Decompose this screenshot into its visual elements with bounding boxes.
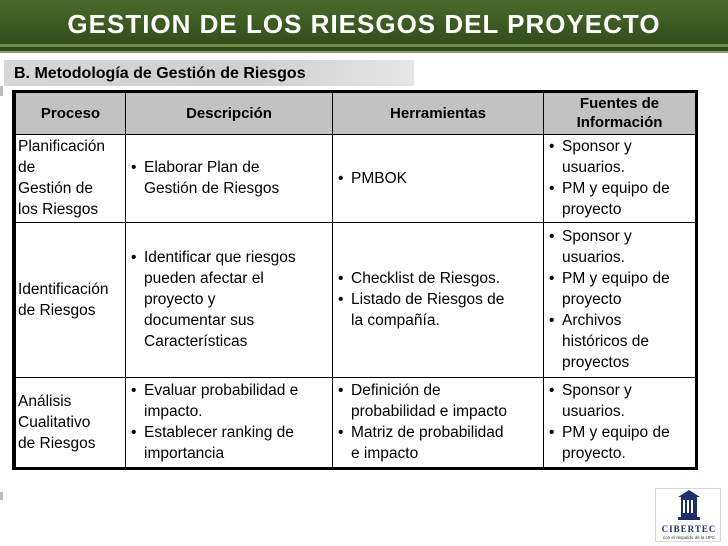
bullet-line: Definición de bbox=[351, 382, 441, 399]
bullet-line: impacto. bbox=[144, 403, 203, 420]
logo-tagline: con el respaldo de la UPC bbox=[662, 535, 716, 540]
bullet-icon: • bbox=[131, 382, 137, 399]
bullet-line: PMBOK bbox=[351, 169, 407, 187]
bullet-icon: • bbox=[131, 424, 137, 441]
header-herramientas: Herramientas bbox=[333, 93, 544, 134]
cell-proceso bbox=[16, 134, 126, 222]
bullet-item bbox=[337, 422, 541, 464]
bullet-line: históricos de bbox=[562, 333, 650, 350]
title-bar bbox=[0, 0, 728, 53]
bullet-icon: • bbox=[549, 180, 555, 197]
bullet-item bbox=[548, 268, 693, 310]
cell-fuentes bbox=[544, 134, 696, 222]
bullet-icon: • bbox=[549, 270, 555, 287]
bullet-item bbox=[337, 289, 541, 331]
bullet-item bbox=[337, 168, 541, 189]
bullet-line: Establecer ranking de bbox=[144, 424, 294, 441]
bullet-line: Identificar que riesgos bbox=[144, 249, 296, 266]
bullet-icon: • bbox=[549, 424, 555, 441]
table-row bbox=[16, 222, 696, 377]
bullet-icon: • bbox=[549, 382, 555, 399]
bullet-item bbox=[548, 380, 693, 422]
bullet-icon: • bbox=[338, 169, 344, 187]
cibertec-logo bbox=[655, 488, 721, 542]
bullet-line: Matriz de probabilidad bbox=[351, 424, 504, 441]
bullet-line: usuarios. bbox=[562, 403, 625, 420]
slide-title: GESTION DE LOS RIESGOS DEL PROYECTO bbox=[67, 9, 661, 39]
proceso-line: los Riesgos bbox=[18, 201, 99, 218]
left-marker bbox=[0, 86, 3, 96]
header-descripcion: Descripción bbox=[126, 93, 333, 134]
bullet-icon: • bbox=[338, 291, 344, 308]
bullet-line: proyecto bbox=[562, 291, 622, 308]
bullet-line: usuarios. bbox=[562, 159, 625, 176]
bullet-line: proyecto. bbox=[562, 445, 626, 462]
logo-name: CIBERTEC bbox=[661, 524, 717, 534]
bullet-item bbox=[548, 422, 693, 464]
bullet-item bbox=[548, 136, 693, 178]
bullet-line: Características bbox=[144, 333, 248, 350]
bullet-line: proyecto y bbox=[144, 291, 216, 308]
table-header-row bbox=[16, 93, 696, 134]
cell-herramientas bbox=[333, 377, 544, 467]
header-fuentes-line2: Información bbox=[576, 114, 663, 132]
proceso-line: Análisis bbox=[18, 392, 72, 410]
header-fuentes bbox=[544, 93, 696, 134]
proceso-line: Identificación bbox=[18, 280, 109, 298]
bullet-line: proyecto bbox=[562, 201, 622, 218]
proceso-line: de bbox=[18, 159, 36, 176]
bullet-item bbox=[337, 268, 541, 289]
bullet-line: importancia bbox=[144, 445, 225, 462]
bullet-line: probabilidad e impacto bbox=[351, 403, 507, 420]
risk-methodology-table-frame bbox=[12, 90, 698, 470]
bullet-line: la compañía. bbox=[351, 312, 440, 329]
building-crest-icon bbox=[656, 489, 722, 523]
bullet-item bbox=[130, 422, 330, 464]
bullet-icon: • bbox=[549, 228, 555, 245]
cell-herramientas bbox=[333, 134, 544, 222]
bullet-item bbox=[130, 157, 330, 199]
cell-proceso bbox=[16, 377, 126, 467]
table-row bbox=[16, 377, 696, 467]
bullet-line: Sponsor y bbox=[562, 228, 632, 245]
cell-descripcion bbox=[126, 222, 333, 377]
bullet-line: PM y equipo de bbox=[562, 270, 670, 287]
proceso-line: Planificación bbox=[18, 138, 106, 155]
section-subtitle: B. Metodología de Gestión de Riesgos bbox=[14, 65, 306, 82]
bullet-line: Archivos bbox=[562, 312, 622, 329]
section-subtitle-bar bbox=[4, 60, 414, 86]
title-stripe bbox=[0, 44, 728, 47]
cell-proceso bbox=[16, 222, 126, 377]
proceso-line: de Riesgos bbox=[18, 434, 96, 452]
bullet-line: documentar sus bbox=[144, 312, 255, 329]
header-fuentes-line1: Fuentes de bbox=[579, 95, 660, 113]
bullet-line: pueden afectar el bbox=[144, 270, 264, 287]
bullet-item bbox=[337, 380, 541, 422]
proceso-line: de Riesgos bbox=[18, 301, 96, 319]
bullet-icon: • bbox=[338, 424, 344, 441]
bullet-icon: • bbox=[338, 270, 344, 287]
bullet-item bbox=[548, 178, 693, 220]
bullet-line: Listado de Riesgos de bbox=[351, 291, 505, 308]
proceso-line: Cualitativo bbox=[18, 413, 91, 431]
bullet-icon: • bbox=[338, 382, 344, 399]
bullet-line: Evaluar probabilidad e bbox=[144, 382, 299, 399]
bullet-line: Checklist de Riesgos. bbox=[351, 270, 501, 287]
cell-descripcion bbox=[126, 377, 333, 467]
proceso-line: Gestión de bbox=[18, 180, 93, 197]
bullet-icon: • bbox=[131, 249, 137, 266]
header-proceso: Proceso bbox=[16, 93, 126, 134]
cell-herramientas bbox=[333, 222, 544, 377]
bullet-line: usuarios. bbox=[562, 249, 625, 266]
bullet-line: e impacto bbox=[351, 445, 419, 462]
bullet-item bbox=[130, 380, 330, 422]
bullet-line: Gestión de Riesgos bbox=[144, 180, 280, 197]
cell-descripcion bbox=[126, 134, 333, 222]
bullet-line: Sponsor y bbox=[562, 138, 632, 155]
left-marker bbox=[0, 492, 3, 500]
bullet-icon: • bbox=[549, 138, 555, 155]
cell-fuentes bbox=[544, 222, 696, 377]
bullet-icon: • bbox=[131, 159, 137, 176]
bullet-icon: • bbox=[549, 312, 555, 329]
bullet-item bbox=[548, 226, 693, 268]
bullet-item bbox=[548, 310, 693, 373]
bullet-item bbox=[130, 247, 330, 352]
bullet-line: Sponsor y bbox=[562, 382, 632, 399]
risk-methodology-table bbox=[15, 93, 696, 468]
bullet-line: proyectos bbox=[562, 354, 630, 371]
bullet-line: Elaborar Plan de bbox=[144, 159, 260, 176]
cell-fuentes bbox=[544, 377, 696, 467]
bullet-line: PM y equipo de bbox=[562, 424, 670, 441]
bullet-line: PM y equipo de bbox=[562, 180, 670, 197]
table-row bbox=[16, 134, 696, 222]
